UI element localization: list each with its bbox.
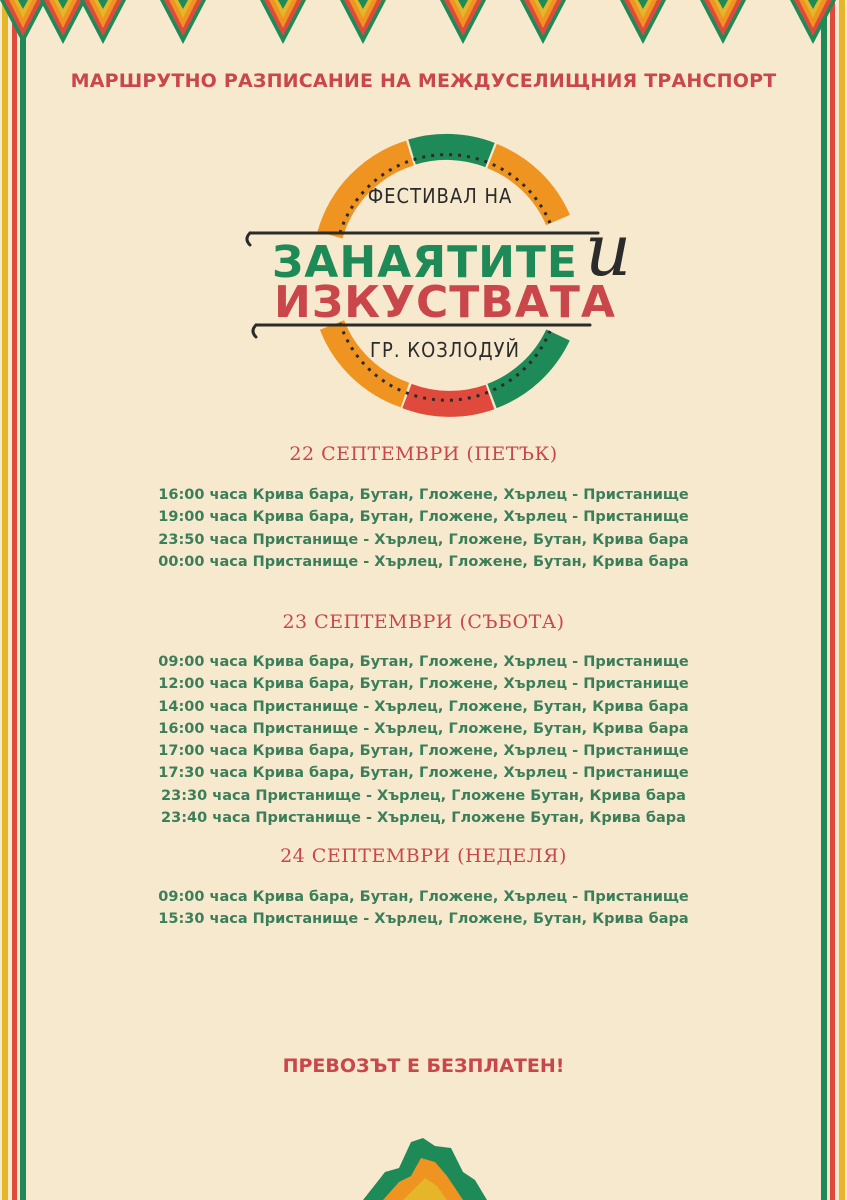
schedule-row: 00:00 часа Пристанище - Хърлец, Гложене, Бутан, Крива бара [158,553,689,570]
schedule-row: 09:00 часа Крива бара, Бутан, Гложене, Хърлец - Пристанище [158,654,689,670]
logo-and-text: и [584,208,632,292]
schedule-row: 12:00 часа Крива бара, Бутан, Гложене, Хърлец - Пристанище [158,676,689,693]
schedule-row: 15:30 часа Пристанище - Хърлец, Гложене, Бутан, Крива бара [158,911,689,928]
logo-town-text: ГР. КОЗЛОДУЙ [370,338,520,362]
schedule-list [0,651,847,829]
schedule-row: 19:00 часа Крива бара, Бутан, Гложене, Хърлец - Пристанище [158,509,689,526]
logo-festival-text: ФЕСТИВАЛ НА [367,184,513,208]
schedule-row: 23:30 часа Пристанище - Хърлец, Гложене Бутан, Крива бара [161,787,686,804]
schedule-row: 17:30 часа Крива бара, Бутан, Гложене, Хърлец - Пристанище [158,765,689,782]
day-heading: 24 СЕПТЕМВРИ (НЕДЕЛЯ) [280,845,567,867]
schedule-row: 09:00 часа Крива бара, Бутан, Гложене, Хърлец - Пристанище [158,889,689,905]
page-title: МАРШРУТНО РАЗПИСАНИЕ НА МЕЖДУСЕЛИЩНИЯ ТРАНСПОРТ [70,70,777,92]
festival-logo [240,125,660,425]
schedule-row: 16:00 часа Крива бара, Бутан, Гложене, Хърлец - Пристанище [158,487,689,503]
schedule-row: 23:40 часа Пристанище - Хърлец, Гложене Бутан, Крива бара [161,810,686,827]
schedule-row: 16:00 часа Пристанище - Хърлец, Гложене, Бутан, Крива бара [158,720,689,737]
schedule-row: 14:00 часа Пристанище - Хърлец, Гложене, Бутан, Крива бара [158,698,689,715]
embroidery-ornament-top [0,0,847,60]
free-transport-note: ПРЕВОЗЪТ Е БЕЗПЛАТЕН! [282,1055,565,1077]
embroidery-ornament-bottom [355,1128,495,1200]
schedule-list [0,484,847,573]
schedule-row: 17:00 часа Крива бара, Бутан, Гложене, Хърлец - Пристанище [158,743,689,760]
logo-arts-text: ИЗКУСТВАТА [274,277,616,328]
logo-crafts-text: ЗАНАЯТИТЕ [272,237,578,288]
right-border-stripes [819,0,847,1200]
left-border-stripes [0,0,28,1200]
schedule-list [0,886,847,931]
day-heading: 23 СЕПТЕМВРИ (СЪБОТА) [282,611,565,633]
day-heading: 22 СЕПТЕМВРИ (ПЕТЪК) [289,443,558,465]
schedule-row: 23:50 часа Пристанище - Хърлец, Гложене, Бутан, Крива бара [158,531,689,548]
